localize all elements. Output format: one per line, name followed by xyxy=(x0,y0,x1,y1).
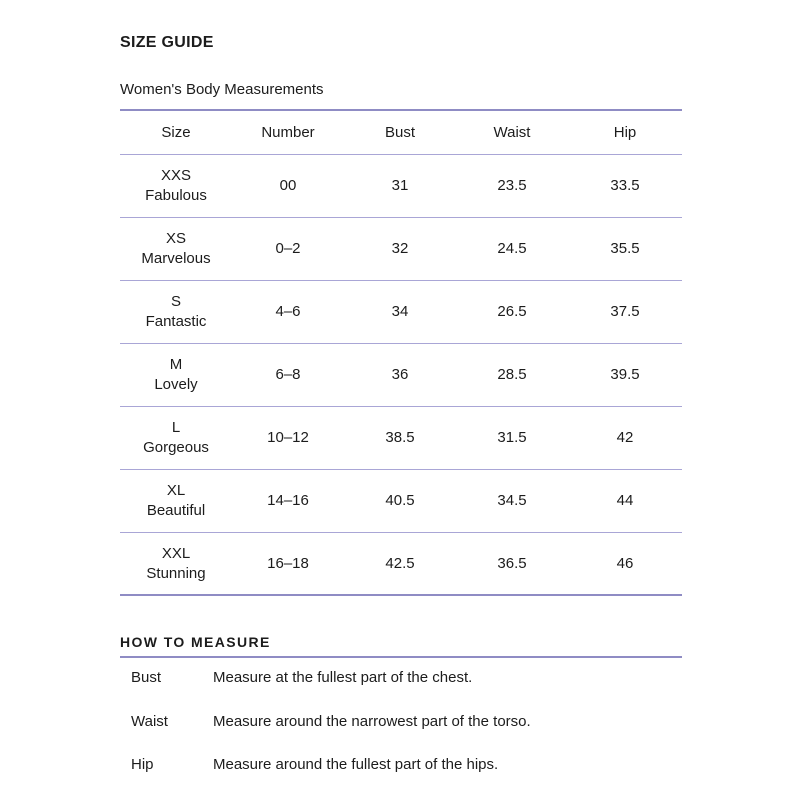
measure-term: Waist xyxy=(131,713,168,730)
table-row xyxy=(120,470,682,533)
size-code: XXS xyxy=(160,167,191,184)
header-number: Number xyxy=(261,123,315,141)
measure-term: Bust xyxy=(131,669,162,686)
number-cell: 14–16 xyxy=(267,492,309,509)
size-cell xyxy=(120,166,232,206)
bust-cell: 31 xyxy=(391,177,409,194)
size-cell xyxy=(120,544,232,584)
size-code: S xyxy=(170,293,181,310)
number-cell: 4–6 xyxy=(275,303,301,320)
hip-cell: 33.5 xyxy=(610,177,640,194)
measure-description: Measure around the narrowest part of the torso. xyxy=(213,713,531,730)
size-table xyxy=(120,109,682,596)
measure-description: Measure at the fullest part of the chest. xyxy=(213,669,473,686)
size-cell xyxy=(120,355,232,395)
table-row xyxy=(120,533,682,596)
table-row xyxy=(120,155,682,218)
bust-cell: 36 xyxy=(391,366,409,383)
table-row xyxy=(120,218,682,281)
header-size: Size xyxy=(161,123,191,141)
table-row xyxy=(120,407,682,470)
waist-cell: 24.5 xyxy=(497,240,527,257)
size-name: Marvelous xyxy=(141,250,211,267)
measure-item-waist xyxy=(131,713,691,730)
bust-cell: 38.5 xyxy=(385,429,415,446)
number-cell: 00 xyxy=(279,177,297,194)
size-code: L xyxy=(171,419,181,436)
waist-cell: 26.5 xyxy=(497,303,527,320)
size-code: XXL xyxy=(161,544,191,562)
waist-cell: 23.5 xyxy=(497,177,527,194)
waist-cell: 36.5 xyxy=(497,554,527,572)
size-cell xyxy=(120,418,232,458)
number-cell: 16–18 xyxy=(267,554,309,572)
table-row xyxy=(120,281,682,344)
size-cell xyxy=(120,481,232,521)
number-cell: 0–2 xyxy=(275,240,301,257)
measure-item-hip xyxy=(131,756,691,773)
waist-cell: 31.5 xyxy=(497,429,527,446)
measure-term: Hip xyxy=(131,756,154,773)
size-name: Lovely xyxy=(154,376,198,393)
how-to-measure-heading: HOW TO MEASURE xyxy=(120,634,682,658)
header-hip: Hip xyxy=(613,123,637,141)
waist-cell: 28.5 xyxy=(497,366,527,383)
hip-cell: 37.5 xyxy=(610,303,640,320)
hip-cell: 35.5 xyxy=(610,240,640,257)
number-cell: 6–8 xyxy=(275,366,301,383)
size-code: M xyxy=(169,356,183,373)
size-code: XL xyxy=(166,482,186,499)
hip-cell: 44 xyxy=(616,492,634,509)
bust-cell: 34 xyxy=(391,303,409,320)
hip-cell: 46 xyxy=(616,554,634,572)
hip-cell: 39.5 xyxy=(610,366,640,383)
bust-cell: 40.5 xyxy=(385,492,415,509)
waist-cell: 34.5 xyxy=(497,492,527,509)
size-cell xyxy=(120,292,232,332)
table-header xyxy=(120,109,682,155)
size-name: Stunning xyxy=(146,564,206,582)
bust-cell: 32 xyxy=(391,240,409,257)
size-code: XS xyxy=(165,230,186,247)
measure-item-bust xyxy=(131,669,691,686)
bust-cell: 42.5 xyxy=(385,554,415,572)
header-bust: Bust xyxy=(384,123,415,141)
size-cell xyxy=(120,229,232,269)
size-name: Gorgeous xyxy=(143,439,209,456)
size-name: Beautiful xyxy=(146,502,206,519)
measure-description: Measure around the fullest part of the hips. xyxy=(213,756,499,773)
size-name: Fabulous xyxy=(145,187,207,204)
page-title: SIZE GUIDE xyxy=(120,34,214,51)
number-cell: 10–12 xyxy=(267,429,309,446)
table-row xyxy=(120,344,682,407)
table-caption: Women's Body Measurements xyxy=(120,81,324,98)
size-name: Fantastic xyxy=(145,313,207,330)
hip-cell: 42 xyxy=(616,429,634,446)
header-waist: Waist xyxy=(493,123,531,141)
